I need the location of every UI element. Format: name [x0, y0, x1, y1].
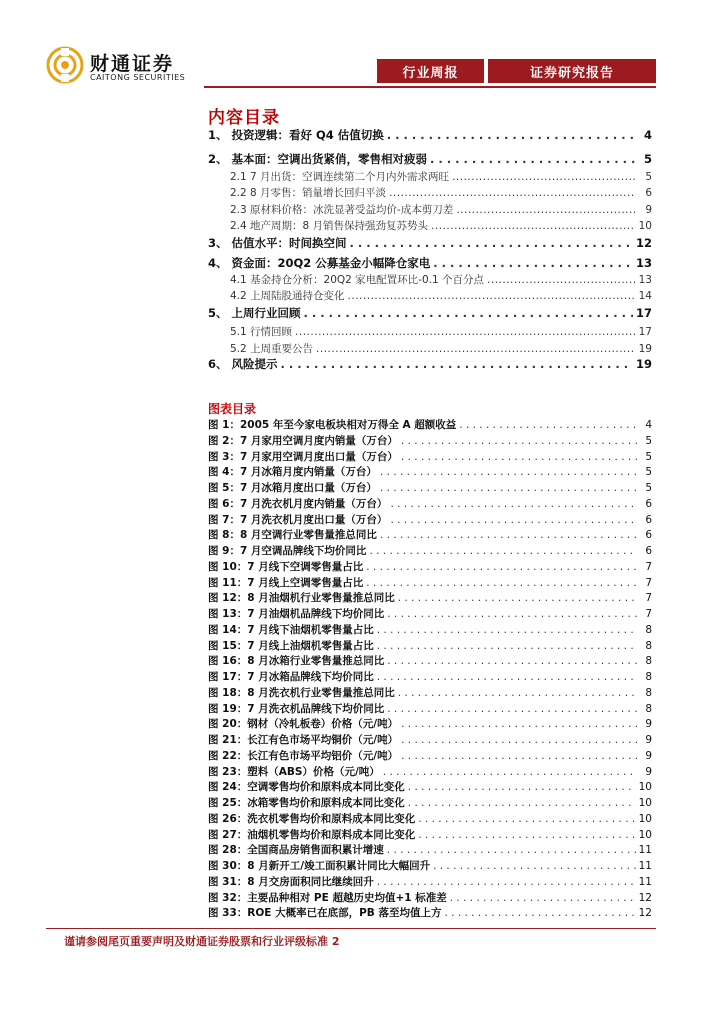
figure-entry-page: 7 [645, 576, 652, 589]
toc-subsection-entry[interactable] [230, 203, 652, 217]
dot-leader [401, 435, 637, 448]
figure-entry-label: 图 7：7 月洗衣机月度出口量（万台） [208, 513, 388, 526]
toc-entry-label: 2.4 地产周期：8 月销售保持强劲复苏势头 [230, 220, 429, 232]
dot-leader [350, 236, 633, 250]
figure-entry-label: 图 12：8 月油烟机行业零售量推总同比 [208, 592, 395, 605]
company-logo [46, 46, 196, 86]
figure-entry-label: 图 4：7 月冰箱月度内销量（万台） [208, 466, 377, 479]
figure-entry-label: 图 24：空调零售均价和原料成本同比变化 [208, 781, 405, 794]
toc-entry-page: 6 [645, 187, 652, 199]
toc-entry-label: 4.1 基金持仓分析：20Q2 家电配置环比-0.1 个百分点 [230, 274, 485, 286]
dot-leader [401, 718, 637, 731]
figure-entry[interactable] [208, 592, 652, 605]
figure-entry[interactable] [208, 781, 652, 794]
toc-section-entry[interactable] [208, 306, 652, 320]
figure-entry[interactable] [208, 718, 652, 731]
toc-section-entry[interactable] [208, 152, 652, 166]
dot-leader [390, 514, 637, 527]
dot-leader [433, 860, 636, 873]
figure-entry-page: 11 [638, 875, 652, 888]
figure-entry[interactable] [208, 797, 652, 810]
figure-entry-label: 图 23：塑料（ABS）价格（元/吨） [208, 765, 380, 778]
figure-entry-label: 图 11：7 月线上空调零售量占比 [208, 576, 364, 589]
figure-entry[interactable] [208, 435, 652, 448]
toc-subsection-entry[interactable] [230, 219, 652, 233]
toc-entry-label: 2、 基本面：空调出货紧俏，零售相对疲弱 [208, 152, 428, 166]
dot-leader [431, 219, 635, 233]
logo-text-en: CAITONG SECURITIES [90, 73, 186, 82]
figure-entry-label: 图 8：8 月空调行业零售量推总同比 [208, 529, 377, 542]
figure-entry[interactable] [208, 419, 652, 432]
toc-section-entry[interactable] [208, 256, 652, 270]
dot-leader [389, 186, 635, 200]
toc-subsection-entry[interactable] [230, 186, 652, 200]
dot-leader [418, 829, 635, 842]
figure-entry[interactable] [208, 514, 652, 527]
figure-entry[interactable] [208, 876, 652, 889]
toc-entry-page: 14 [638, 290, 652, 302]
dot-leader [295, 325, 635, 339]
dot-leader [383, 766, 637, 779]
figure-entry-label: 图 21：长江有色市场平均铜价（元/吨） [208, 734, 399, 746]
figure-entry-label: 图 25：冰箱零售均价和原料成本同比变化 [208, 797, 405, 809]
figure-entry-label: 图 16：8 月冰箱行业零售量推总同比 [208, 655, 385, 668]
toc-entry-label: 5.1 行情回顾 [230, 326, 293, 338]
figure-entry[interactable] [208, 498, 652, 511]
figure-entry-label: 图 3：7 月家用空调月度出口量（万台） [208, 450, 398, 463]
figure-entry-page: 7 [645, 560, 652, 573]
toc-entry-page: 13 [638, 274, 652, 286]
figure-entry-page: 8 [645, 686, 652, 699]
dot-leader [444, 907, 635, 920]
toc-entry-label: 2.2 8 月零售：销量增长回归平淡 [230, 187, 387, 199]
dot-leader [380, 482, 637, 495]
figure-entry-label: 图 27：油烟机零售均价和原料成本同比变化 [208, 828, 416, 841]
dot-leader [387, 844, 636, 857]
figure-entry-page: 5 [645, 482, 652, 494]
toc-subsection-entry[interactable] [230, 325, 652, 339]
toc-entry-page: 19 [635, 357, 652, 371]
figure-entry-label: 图 17：7 月冰箱品牌线下均价同比 [208, 671, 374, 683]
figure-entry-page: 12 [638, 891, 652, 904]
toc-subsection-entry[interactable] [230, 342, 652, 356]
figure-entry[interactable] [208, 529, 652, 542]
toc-entry-label: 1、 投资逻辑：看好 Q4 估值切换 [208, 128, 384, 142]
dot-leader [366, 577, 637, 590]
toc-entry-label: 3、 估值水平：时间换空间 [208, 236, 347, 250]
figure-entry[interactable] [208, 907, 652, 920]
figure-entry[interactable] [208, 624, 652, 637]
toc-section-entry[interactable] [208, 236, 652, 250]
figure-entry-label: 图 1：2005 年至今家电板块相对万得全 A 超额收益 [208, 419, 457, 431]
figure-entry-label: 图 30：8 月新开工/竣工面积累计同比大幅回升 [208, 860, 431, 872]
figure-entry-label: 图 18：8 月洗衣机行业零售量推总同比 [208, 686, 395, 699]
dot-leader [366, 561, 637, 574]
figure-entry-label: 图 28：全国商品房销售面积累计增速 [208, 844, 384, 857]
dot-leader [401, 451, 637, 464]
figure-entry[interactable] [208, 608, 652, 621]
toc-subsection-entry[interactable] [230, 289, 652, 303]
figure-entry[interactable] [208, 671, 652, 684]
toc-title: 内容目录 [208, 108, 280, 128]
figure-entry[interactable] [208, 703, 652, 716]
figure-entry-label: 图 14：7 月线下油烟机零售量占比 [208, 623, 374, 636]
dot-leader [387, 655, 637, 668]
figure-entry-page: 9 [645, 765, 652, 778]
dot-leader [398, 687, 637, 700]
toc-entry-label: 5.2 上周重要公告 [230, 343, 314, 355]
dot-leader [408, 781, 636, 794]
toc-entry-page: 9 [645, 204, 652, 216]
dot-leader [348, 289, 635, 303]
dot-leader [377, 640, 637, 653]
dot-leader [281, 357, 633, 371]
figure-entry-label: 图 31：8 月交房面积同比继续回升 [208, 875, 374, 888]
figure-entry[interactable] [208, 829, 652, 842]
dot-leader [487, 273, 635, 287]
dot-leader [377, 624, 637, 637]
toc-entry-page: 5 [643, 152, 652, 166]
figure-entry[interactable] [208, 766, 652, 779]
figure-entry-label: 图 13：7 月油烟机品牌线下均价同比 [208, 608, 385, 620]
figure-entry[interactable] [208, 655, 652, 668]
figure-entry-label: 图 6：7 月洗衣机月度内销量（万台） [208, 497, 388, 510]
figure-entry-page: 10 [638, 797, 652, 809]
dot-leader [401, 750, 637, 763]
figure-entry-label: 图 19：7 月洗衣机品牌线下均价同比 [208, 702, 385, 715]
dot-leader [459, 419, 637, 432]
dot-leader [377, 876, 636, 889]
figure-entry-page: 10 [638, 828, 652, 841]
figure-entry-page: 8 [645, 702, 652, 715]
figure-list-title: 图表目录 [208, 402, 257, 416]
toc-entry-page: 17 [635, 306, 652, 320]
figure-entry-page: 6 [645, 529, 652, 542]
toc-entry-label: 4、 资金面：20Q2 公募基金小幅降仓家电 [208, 256, 431, 270]
dot-leader [433, 256, 633, 270]
header-divider [204, 86, 656, 88]
figure-entry-page: 8 [645, 623, 652, 636]
figure-entry[interactable] [208, 734, 652, 747]
dot-leader [380, 466, 637, 479]
toc-entry-page: 12 [635, 236, 652, 250]
figure-entry-label: 图 10：7 月线下空调零售量占比 [208, 560, 364, 573]
figure-entry-label: 图 2：7 月家用空调月度内销量（万台） [208, 434, 398, 447]
figure-entry-page: 9 [645, 734, 652, 746]
figure-entry-page: 8 [645, 671, 652, 683]
toc-section-entry[interactable] [208, 357, 652, 371]
figure-entry-page: 6 [645, 513, 652, 526]
figure-entry-page: 8 [645, 639, 652, 652]
toc-entry-page: 4 [643, 128, 652, 142]
figure-entry[interactable] [208, 545, 652, 558]
figure-entry-label: 图 15：7 月线上油烟机零售量占比 [208, 639, 374, 652]
figure-entry-page: 7 [645, 608, 652, 620]
figure-entry-page: 12 [638, 907, 652, 920]
figure-entry[interactable] [208, 892, 652, 905]
figure-entry-label: 图 32：主要品种相对 PE 超越历史均值+1 标准差 [208, 891, 447, 904]
dot-leader [408, 797, 636, 810]
toc-subsection-entry[interactable] [230, 170, 652, 184]
figure-entry[interactable] [208, 750, 652, 763]
figure-entry[interactable] [208, 561, 652, 574]
figure-entry-label: 图 9：7 月空调品牌线下均价同比 [208, 545, 367, 557]
figure-entry-page: 11 [638, 860, 652, 872]
figure-entry-page: 6 [645, 545, 652, 557]
toc-entry-label: 6、 风险提示 [208, 357, 278, 371]
dot-leader [390, 498, 637, 511]
figure-entry[interactable] [208, 466, 652, 479]
figure-entry[interactable] [208, 451, 652, 464]
toc-entry-page: 17 [638, 326, 652, 338]
dot-leader [452, 170, 635, 184]
figure-entry[interactable] [208, 482, 652, 495]
dot-leader [380, 529, 637, 542]
dot-leader [387, 608, 637, 621]
dot-leader [387, 128, 635, 142]
figure-entry-page: 7 [645, 592, 652, 605]
dot-leader [304, 306, 633, 320]
report-category-tab: 证券研究报告 [488, 59, 656, 83]
toc-entry-label: 2.3 原材料价格：冰洗显著受益均价-成本剪刀差 [230, 204, 454, 216]
figure-entry-page: 11 [638, 844, 652, 857]
figure-entry-label: 图 22：长江有色市场平均铝价（元/吨） [208, 749, 399, 762]
figure-entry[interactable] [208, 640, 652, 653]
dot-leader [387, 703, 637, 716]
figure-entry-page: 5 [645, 434, 652, 447]
figure-entry-page: 6 [645, 497, 652, 510]
dot-leader [401, 734, 637, 747]
dot-leader [456, 203, 635, 217]
dot-leader [450, 892, 636, 905]
figure-entry-label: 图 5：7 月冰箱月度出口量（万台） [208, 482, 377, 494]
caitong-logo-icon [46, 46, 84, 84]
toc-entry-label: 4.2 上周陆股通持仓变化 [230, 290, 345, 302]
toc-entry-page: 5 [645, 171, 652, 183]
figure-entry-page: 10 [638, 781, 652, 794]
dot-leader [377, 671, 637, 684]
figure-entry-label: 图 20：钢材（冷轧板卷）价格（元/吨） [208, 718, 399, 731]
toc-entry-label: 5、 上周行业回顾 [208, 306, 301, 320]
figure-entry-label: 图 33：ROE 大概率已在底部，PB 落至均值上方 [208, 907, 442, 920]
figure-entry[interactable] [208, 844, 652, 857]
toc-entry-page: 10 [638, 220, 652, 232]
figure-entry-page: 10 [638, 812, 652, 825]
figure-entry-label: 图 26：洗衣机零售均价和原料成本同比变化 [208, 812, 416, 825]
figure-entry[interactable] [208, 687, 652, 700]
dot-leader [316, 342, 635, 356]
figure-entry-page: 5 [645, 450, 652, 463]
toc-entry-page: 13 [635, 256, 652, 270]
footer-divider [46, 928, 656, 929]
figure-entry-page: 8 [645, 655, 652, 668]
toc-entry-label: 2.1 7 月出货：空调连续第二个月内外需求两旺 [230, 171, 450, 183]
toc-subsection-entry[interactable] [230, 273, 652, 287]
toc-entry-page: 19 [638, 343, 652, 355]
figure-entry-page: 4 [645, 419, 652, 431]
figure-entry-page: 5 [645, 466, 652, 479]
dot-leader [369, 545, 637, 558]
toc-section-entry[interactable] [208, 128, 652, 142]
footer-disclaimer: 谨请参阅尾页重要声明及财通证券股票和行业评级标准 2 [64, 935, 340, 948]
figure-entry[interactable] [208, 860, 652, 873]
figure-entry-page: 9 [645, 718, 652, 731]
report-type-tab: 行业周报 [377, 59, 484, 83]
logo-text-cn: 财通证券 [90, 53, 175, 75]
dot-leader [418, 813, 635, 826]
dot-leader [430, 152, 635, 166]
figure-entry-page: 9 [645, 749, 652, 762]
figure-entry[interactable] [208, 577, 652, 590]
dot-leader [398, 592, 637, 605]
figure-entry[interactable] [208, 813, 652, 826]
